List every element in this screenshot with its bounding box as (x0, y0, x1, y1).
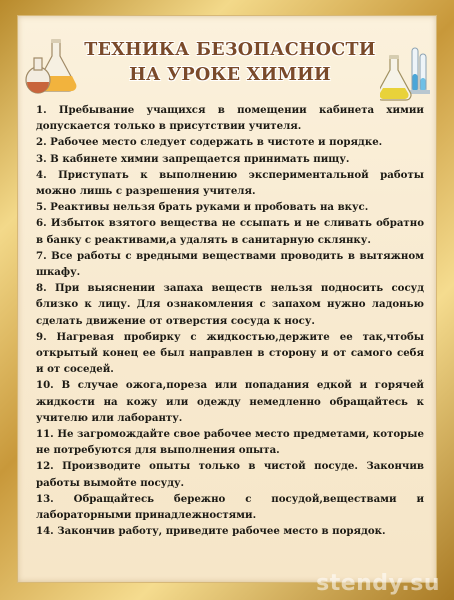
rule-item-11: 11. Не загромождайте свое рабочее место предметами, которые не потребуются для выполнения опыта. (36, 428, 424, 457)
rule-item-10: 10. В случае ожога,пореза или попадания едкой и горячей жидкости на кожу или одежду немедленно обращайтесь к учителю или лаборанту. (36, 379, 424, 424)
lab-flasks-icon (22, 36, 82, 98)
rule-item-7: 7. Все работы с вредными веществами проводить в вытяжном шкафу. (36, 249, 424, 279)
rule-item-13: 13. Обращайтесь бережно с посудой,веществами и лабораторными принадлежностями. (36, 492, 424, 522)
rule-item-8: 8. При выяснении запаха веществ нельзя подносить сосуд близко к лицу. Для ознакомления с запахом нужно ладонью сделать движение от отверстия сосуда к носу. (36, 282, 424, 327)
rule-item-9: 9. Нагревая пробирку с жидкостью,держите ее так,чтобы открытый конец ее был направлен в сторону и от самого себя и от соседей. (36, 330, 424, 376)
site-watermark: stendy.su (316, 571, 440, 596)
rule-item-12: 12. Производите опыты только в чистой посуде. Закончив работы вымойте посуду. (36, 460, 424, 489)
lab-flask-and-tubes-icon (380, 44, 432, 104)
rule-item-6: 6. Избыток взятого вещества не ссыпать и не сливать обратно в банку с реактивами,а удалять в санитарную склянку. (36, 217, 424, 246)
rule-item-14: 14. Закончив работу, приведите рабочее место в порядок. (36, 525, 386, 538)
rule-item-5: 5. Реактивы нельзя брать руками и пробовать на вкус. (36, 201, 369, 214)
rule-item-4: 4. Приступать к выполнению экспериментальной работы можно лишь с разрешения учителя. (36, 168, 424, 198)
poster-panel (17, 15, 437, 583)
rule-item-3: 3. В кабинете химии запрещается принимать пищу. (36, 152, 350, 165)
poster-title (36, 38, 424, 88)
safety-rules-list (36, 102, 424, 539)
poster-title-line-1: ТЕХНИКА БЕЗОПАСНОСТИ (84, 40, 376, 60)
rule-item-2: 2. Рабочее место следует содержать в чистоте и порядке. (36, 136, 383, 149)
poster-title-line-2: НА УРОКЕ ХИМИИ (129, 65, 331, 85)
rule-item-1: 1. Пребывание учащихся в помещении кабинета химии допускается только в присутствии учителя. (36, 104, 424, 133)
